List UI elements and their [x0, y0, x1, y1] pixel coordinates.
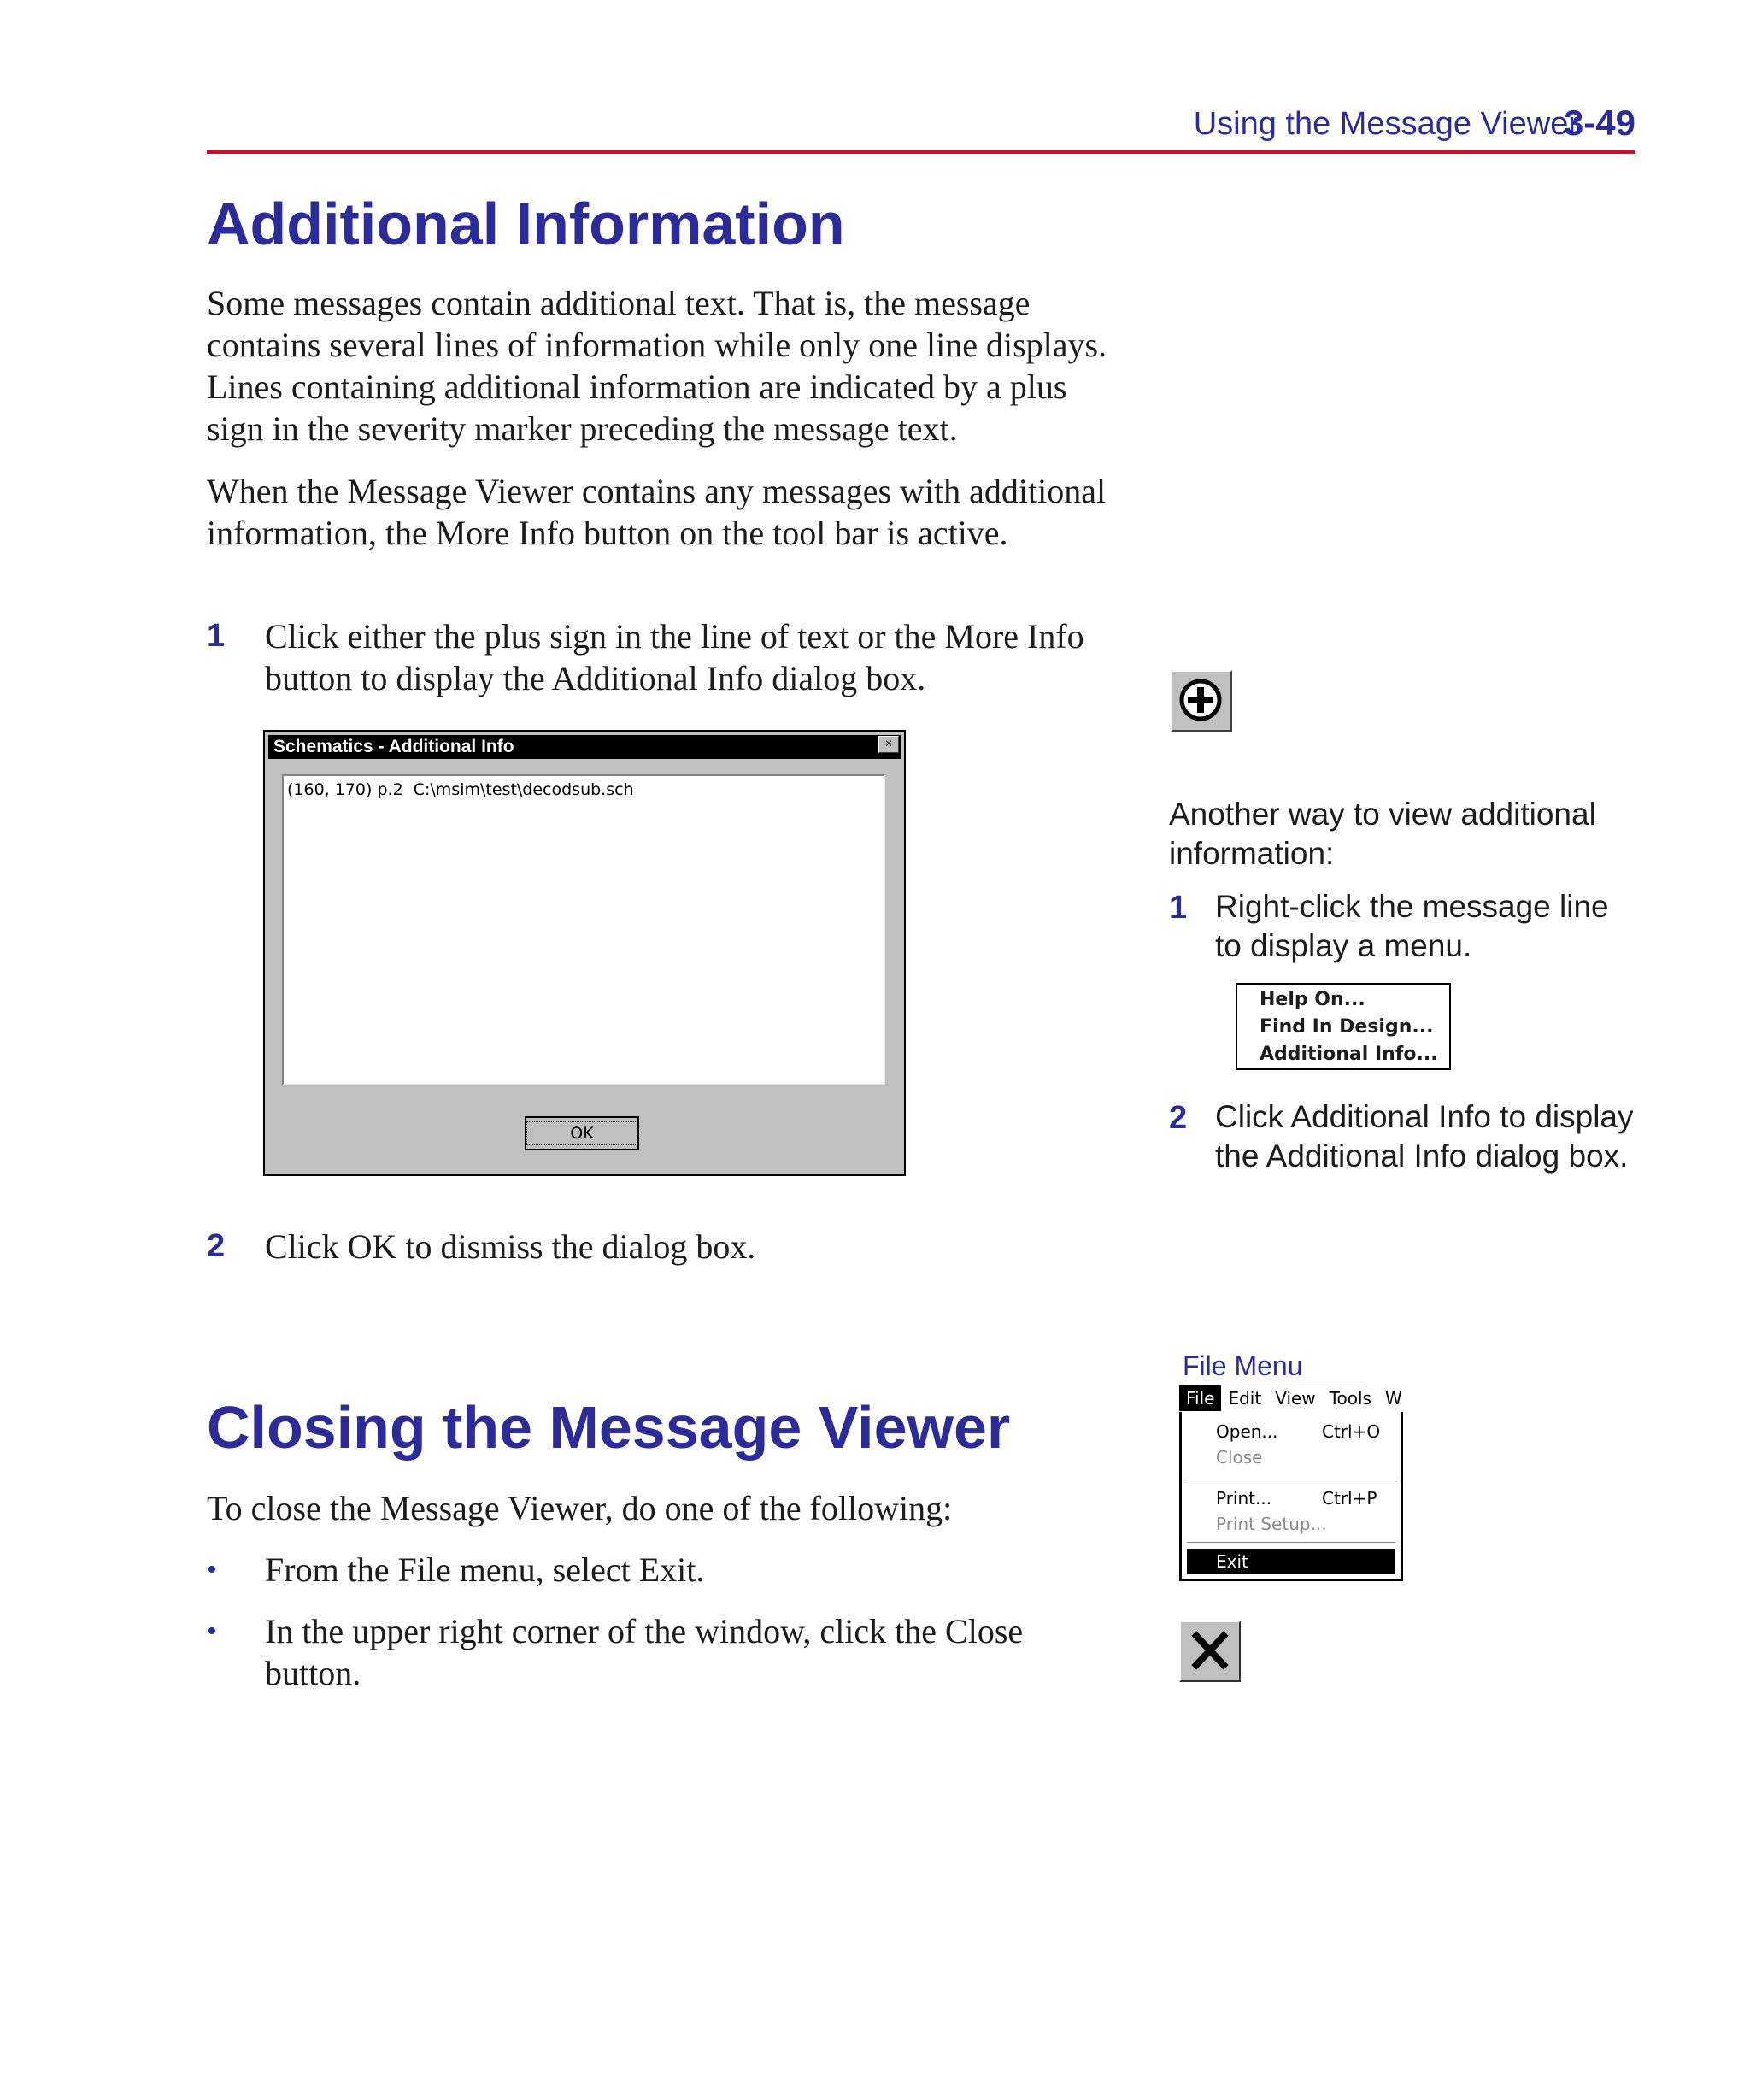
- menu-separator: [1187, 1479, 1395, 1480]
- file-menu-item-label: Print...: [1216, 1488, 1272, 1509]
- plus-circle-icon: [1172, 672, 1230, 730]
- file-menu-item-label: Print Setup...: [1216, 1514, 1327, 1534]
- menu-view[interactable]: View: [1275, 1388, 1316, 1409]
- section-heading-closing-message-viewer: Closing the Message Viewer: [207, 1394, 1011, 1461]
- context-menu-item-find-in-design[interactable]: Find In Design...: [1260, 1016, 1434, 1038]
- file-menu-item-shortcut: Ctrl+P: [1322, 1488, 1377, 1509]
- running-header-title: Using the Message Viewer: [1193, 106, 1579, 142]
- menu-bar: [1179, 1385, 1402, 1413]
- more-info-button[interactable]: [1171, 670, 1232, 732]
- step-text: Click either the plus sign in the line of text or the More Info button to display the Additional Info dialog box.: [265, 617, 1084, 697]
- additional-info-dialog: [263, 730, 906, 1176]
- paragraph-closing-intro: To close the Message Viewer, do one of the following:: [207, 1489, 953, 1527]
- file-menu-item-label: Close: [1216, 1447, 1263, 1468]
- close-button[interactable]: [1179, 1621, 1241, 1682]
- dialog-close-button[interactable]: ×: [878, 736, 899, 753]
- sidebar-step-number: 1: [1169, 890, 1188, 926]
- file-menu-item-label: Open...: [1216, 1421, 1278, 1442]
- step-number: 1: [207, 618, 226, 654]
- ok-button[interactable]: [525, 1116, 639, 1150]
- ok-button-label: OK: [526, 1121, 637, 1145]
- paragraph-more-info-button: When the Message Viewer contains any messages with additional information, the More Info button on the tool bar is active.: [207, 472, 1107, 552]
- file-menu-item-open[interactable]: [1216, 1419, 1381, 1444]
- step-text: Click OK to dismiss the dialog box.: [265, 1227, 756, 1266]
- menu-separator: [1187, 1542, 1395, 1544]
- close-x-icon: [1181, 1622, 1239, 1680]
- bullet-item: In the upper right corner of the window, click the Close button.: [265, 1612, 1024, 1692]
- step-number: 2: [207, 1228, 226, 1264]
- bullet-item: From the File menu, select Exit.: [265, 1550, 705, 1589]
- file-menu-item-shortcut: Ctrl+O: [1322, 1421, 1381, 1442]
- file-menu-item-exit[interactable]: Exit: [1187, 1549, 1395, 1574]
- dialog-title: Schematics - Additional Info: [268, 735, 901, 759]
- menu-tools[interactable]: Tools: [1329, 1388, 1371, 1409]
- header-rule: [207, 150, 1635, 154]
- file-menu-item-print[interactable]: [1216, 1485, 1377, 1511]
- menu-window[interactable]: W: [1384, 1388, 1402, 1409]
- menu-edit[interactable]: Edit: [1228, 1388, 1262, 1409]
- file-menu-item-print-setup: [1216, 1511, 1327, 1537]
- context-menu-item-additional-info[interactable]: Additional Info...: [1260, 1044, 1438, 1065]
- paragraph-additional-text: Some messages contain additional text. That is, the message contains several lines of information while only one line displays. Lines containing additional information are indicated by a plus sign in the severity marker preceding the message text.: [207, 284, 1107, 448]
- file-menu-dropdown: [1179, 1412, 1403, 1581]
- file-menu-caption: File Menu: [1183, 1350, 1303, 1381]
- file-menu-item-close: [1216, 1444, 1262, 1470]
- context-menu-item-help-on[interactable]: Help On...: [1260, 989, 1365, 1010]
- page-number: 3-49: [1563, 103, 1635, 143]
- bullet-marker: •: [207, 1615, 217, 1647]
- section-heading-additional-information: Additional Information: [207, 191, 845, 257]
- sidebar-step-number: 2: [1169, 1100, 1188, 1136]
- dialog-info-text[interactable]: (160, 170) p.2 C:\msim\test\decodsub.sch: [282, 774, 885, 1085]
- menu-file[interactable]: File: [1179, 1385, 1221, 1411]
- sidebar-step-text: Right-click the message line to display a menu.: [1215, 889, 1609, 963]
- sidebar-intro: Another way to view additional information:: [1169, 797, 1596, 871]
- context-menu: [1236, 983, 1451, 1070]
- sidebar-step-text: Click Additional Info to display the Additional Info dialog box.: [1215, 1099, 1634, 1174]
- bullet-marker: •: [207, 1554, 217, 1585]
